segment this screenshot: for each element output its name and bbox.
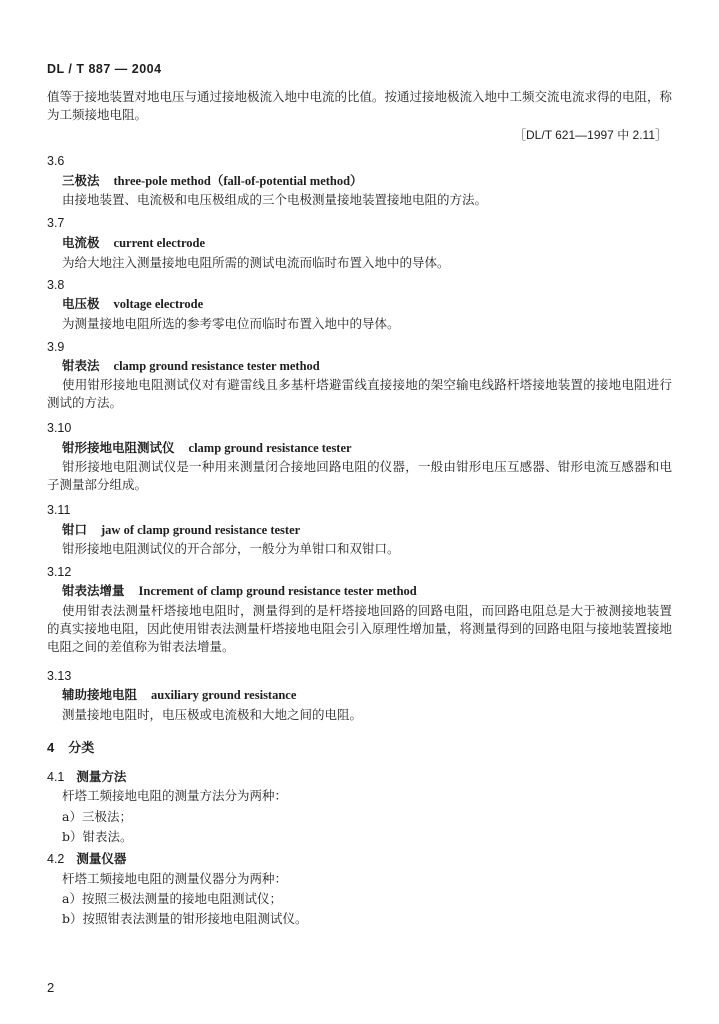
term-definition: 使用钳表法测量杆塔接地电阻时，测量得到的是杆塔接地回路的回路电阻，而回路电阻总是大于被测接地装置的真实接地电阻，因此使用钳表法测量杆塔接地电阻会引入原理性增加量，将测量得到的回路电阻与接地装置接地电阻之间的差值称为钳表法增量。 (47, 603, 673, 654)
term-number: 3.9 (47, 340, 65, 354)
list-item: a）三极法； (62, 809, 132, 824)
page-number: 2 (47, 980, 55, 995)
subsection-number: 4.2 (47, 852, 65, 866)
term-number: 3.6 (47, 154, 65, 168)
term-title (62, 521, 300, 539)
subsection-intro: 杆塔工频接地电阻的测量方法分为两种： (62, 788, 288, 803)
term-en: Increment of clamp ground resistance tester method (138, 584, 417, 598)
subsection-number: 4.1 (47, 770, 65, 784)
term-number: 3.13 (47, 669, 72, 683)
term-title (62, 172, 363, 190)
term-en: jaw of clamp ground resistance tester (101, 523, 301, 537)
term-definition: 钳形接地电阻测试仪的开合部分，一般分为单钳口和双钳口。 (62, 541, 400, 556)
term-number: 3.11 (47, 503, 71, 517)
subsection-heading (47, 850, 126, 868)
reference-citation: ［DL/T 621—1997 中 2.11］ (514, 128, 667, 142)
term-en: voltage electrode (113, 297, 204, 311)
term-cn: 辅助接地电阻 (62, 687, 138, 702)
term-number: 3.12 (47, 565, 72, 579)
term-cn: 三极法 (62, 173, 100, 188)
term-cn: 电流极 (62, 235, 100, 250)
term-number: 3.10 (47, 421, 72, 435)
term-definition: 为测量接地电阻所选的参考零电位而临时布置入地中的导体。 (62, 316, 400, 331)
term-cn: 钳表法增量 (62, 583, 125, 598)
list-item: b）按照钳表法测量的钳形接地电阻测试仪。 (62, 911, 308, 926)
term-title (62, 582, 417, 600)
subsection-title: 测量仪器 (76, 851, 127, 866)
section-title: 分类 (68, 741, 95, 756)
intro-paragraph: 值等于接地装置对地电压与通过接地极流入地中电流的比值。按通过接地极流入地中工频交流电流求得的电阻，称为工频接地电阻。 (47, 89, 673, 122)
term-title (62, 295, 203, 313)
term-number: 3.7 (47, 216, 65, 230)
section-number: 4 (47, 740, 55, 755)
term-definition: 使用钳形接地电阻测试仪对有避雷线且多基杆塔避雷线直接接地的架空输电线路杆塔接地装置的接地电阻进行测试的方法。 (47, 377, 672, 410)
term-cn: 钳表法 (62, 358, 100, 373)
term-definition: 由接地装置、电流极和电压极组成的三个电极测量接地装置接地电阻的方法。 (62, 192, 488, 207)
term-definition: 测量接地电阻时，电压极或电流极和大地之间的电阻。 (62, 707, 363, 722)
term-en: three-pole method（fall-of-potential method） (113, 174, 363, 188)
list-item: b）钳表法。 (62, 829, 133, 844)
term-definition: 钳形接地电阻测试仪是一种用来测量闭合接地回路电阻的仪器，一般由钳形电压互感器、钳形电流互感器和电子测量部分组成。 (47, 459, 672, 492)
term-en: clamp ground resistance tester method (113, 359, 320, 373)
term-definition: 为给大地注入测量接地电阻所需的测试电流而临时布置入地中的导体。 (62, 255, 450, 270)
subsection-intro: 杆塔工频接地电阻的测量仪器分为两种： (62, 871, 288, 886)
section-heading (47, 739, 94, 758)
term-en: current electrode (113, 236, 206, 250)
term-cn: 钳形接地电阻测试仪 (62, 440, 175, 455)
term-cn: 电压极 (62, 296, 100, 311)
subsection-title: 测量方法 (76, 769, 127, 784)
list-item: a）按照三极法测量的接地电阻测试仪； (62, 891, 282, 906)
term-en: clamp ground resistance tester (188, 441, 352, 455)
term-title (62, 234, 205, 252)
term-title (62, 439, 352, 457)
term-number: 3.8 (47, 278, 65, 292)
term-en: auxiliary ground resistance (151, 688, 297, 702)
term-title (62, 357, 320, 375)
standard-header: DL / T 887 — 2004 (47, 62, 162, 76)
subsection-heading (47, 768, 126, 786)
term-cn: 钳口 (62, 522, 88, 537)
term-title (62, 686, 296, 704)
